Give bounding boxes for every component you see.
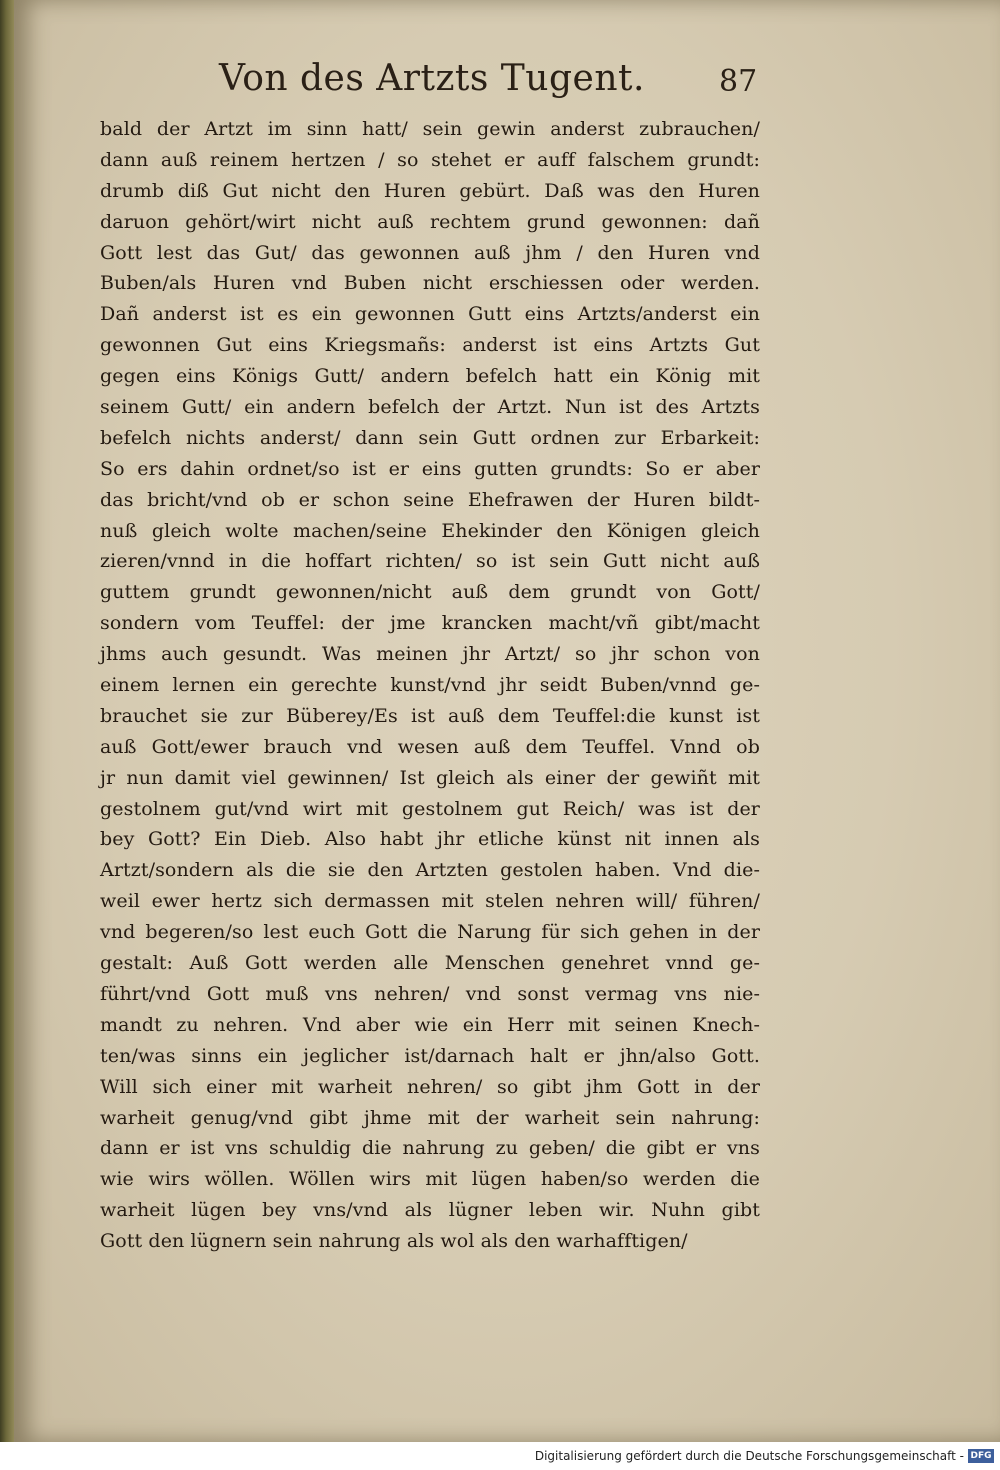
text-line: gestolnem gut/vnd wirt mit gestolnem gut Reich/ was ist der: [100, 797, 760, 820]
text-line: daruon gehört/wirt nicht auß rechtem grund gewonnen: dañ: [100, 210, 760, 233]
text-line: jhms auch gesundt. Was meinen jhr Artzt/ so jhr schon von: [100, 643, 760, 666]
page-number: 87: [719, 64, 758, 99]
dfg-logo: DFG: [968, 1449, 994, 1463]
text-line: gestalt: Auß Gott werden alle Menschen genehret vnnd ge-: [100, 952, 760, 975]
text-line: seinem Gutt/ ein andern befelch der Artzt. Nun ist des Artzts: [100, 396, 760, 419]
running-title: Von des Artzts Tugent.: [219, 58, 645, 99]
text-line: einem lernen ein gerechte kunst/vnd jhr seidt Buben/vnnd ge-: [100, 674, 760, 697]
body-text: [100, 114, 760, 1257]
book-page: [14, 0, 1000, 1442]
text-line: So ers dahin ordnet/so ist er eins gutten grundts: So er aber: [100, 457, 760, 480]
text-line: drumb diß Gut nicht den Huren gebürt. Daß was den Huren: [100, 179, 760, 202]
text-line: befelch nichts anderst/ dann sein Gutt ordnen zur Erbarkeit:: [100, 426, 760, 449]
text-line: ten/was sinns ein jeglicher ist/darnach halt er jhn/also Gott.: [100, 1044, 760, 1067]
text-line: sondern vom Teuffel: der jme krancken macht/vñ gibt/macht: [100, 612, 760, 635]
text-line: brauchet sie zur Büberey/Es ist auß dem Teuffel:die kunst ist: [100, 704, 760, 727]
text-line: mandt zu nehren. Vnd aber wie ein Herr mit seinen Knech-: [100, 1013, 760, 1036]
text-line: Gott den lügnern sein nahrung als wol als den warhafftigen/: [100, 1230, 688, 1253]
text-line: Buben/als Huren vnd Buben nicht erschiessen oder werden.: [100, 272, 760, 295]
text-line: bey Gott? Ein Dieb. Also habt jhr etliche künst nit innen als: [100, 828, 760, 851]
text-line: vnd begeren/so lest euch Gott die Narung für sich gehen in der: [100, 921, 760, 944]
text-line: weil ewer hertz sich dermassen mit stelen nehren will/ führen/: [100, 890, 760, 913]
text-line: gegen eins Königs Gutt/ andern befelch hatt ein König mit: [100, 365, 760, 388]
text-line: warheit genug/vnd gibt jhme mit der warheit sein nahrung:: [100, 1106, 760, 1129]
text-line: auß Gott/ewer brauch vnd wesen auß dem Teuffel. Vnnd ob: [100, 735, 760, 758]
text-line: das bricht/vnd ob er schon seine Ehefrawen der Huren bildt-: [100, 488, 760, 511]
text-line: jr nun damit viel gewinnen/ Ist gleich als einer der gewiñt mit: [100, 766, 760, 789]
footer-bar: [0, 1442, 1000, 1470]
text-line: gewonnen Gut eins Kriegsmañs: anderst ist eins Artzts Gut: [100, 334, 760, 357]
text-line: wie wirs wöllen. Wöllen wirs mit lügen haben/so werden die: [100, 1168, 760, 1191]
text-line: warheit lügen bey vns/vnd als lügner leben wir. Nuhn gibt: [100, 1199, 760, 1222]
text-line: dann auß reinem hertzen / so stehet er auff falschem grundt:: [100, 148, 760, 171]
text-line: Artzt/sondern als die sie den Artzten gestolen haben. Vnd die-: [100, 859, 760, 882]
text-line: Will sich einer mit warheit nehren/ so gibt jhm Gott in der: [100, 1075, 760, 1098]
text-line: nuß gleich wolte machen/seine Ehekinder den Königen gleich: [100, 519, 760, 542]
text-line: Gott lest das Gut/ das gewonnen auß jhm / den Huren vnd: [100, 241, 760, 264]
text-line: dann er ist vns schuldig die nahrung zu geben/ die gibt er vns: [100, 1137, 760, 1160]
text-line: zieren/vnnd in die hoffart richten/ so ist sein Gutt nicht auß: [100, 550, 760, 573]
funding-notice: Digitalisierung gefördert durch die Deutsche Forschungsgemeinschaft -: [534, 1449, 964, 1463]
text-line: guttem grundt gewonnen/nicht auß dem grundt von Gott/: [100, 581, 760, 604]
text-line: führt/vnd Gott muß vns nehren/ vnd sonst vermag vns nie-: [100, 982, 760, 1005]
page-header: [179, 58, 779, 108]
text-line: bald der Artzt im sinn hatt/ sein gewin anderst zubrauchen/: [100, 118, 760, 140]
text-line: Dañ anderst ist es ein gewonnen Gutt eins Artzts/anderst ein: [100, 303, 760, 326]
